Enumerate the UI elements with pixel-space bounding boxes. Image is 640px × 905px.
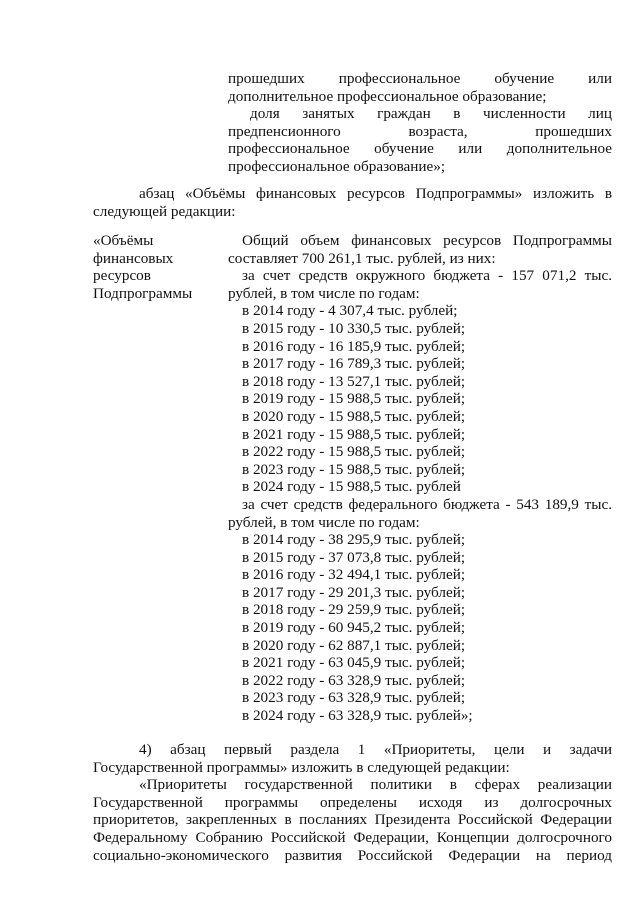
table-left-line: «Объёмы [93,232,154,249]
list-item: в 2022 году - 15 988,5 тыс. рублей; [242,443,466,461]
text-line: «Приоритеты государственной политики в сферах реализации [139,776,612,794]
list-item: в 2016 году - 32 494,1 тыс. рублей; [242,566,466,584]
list-item: в 2019 году - 15 988,5 тыс. рублей; [242,390,466,408]
list-item: в 2019 году - 60 945,2 тыс. рублей; [242,619,466,637]
text-line: профессиональное образование»; [228,157,446,175]
funding-intro-line: за счет средств окружного бюджета - 157 071,2 тыс. [242,267,612,285]
list-item: в 2014 году - 38 295,9 тыс. рублей; [242,531,466,549]
top-block [228,70,612,176]
text-line: Государственной программы» изложить в следующей редакции: [93,758,510,776]
okrug-years-list [228,302,612,496]
table-right-column [228,232,612,725]
text-line: приоритетов, закрепленных в посланиях Президента Российской Федерации [93,811,612,829]
text-line: Государственной программы определены исходя из долгосрочных [93,793,612,811]
abzac-paragraph [93,185,612,220]
text-line: предпенсионного возраста, прошедших [228,122,612,140]
text-line: социально-экономического развития Российской Федерации на период [93,846,612,864]
text-line: следующей редакции: [93,202,236,220]
table-left-line: ресурсов [93,267,151,285]
federal-intro-line: за счет средств федерального бюджета - 543 189,9 тыс. [242,495,612,513]
list-item: в 2023 году - 15 988,5 тыс. рублей; [242,460,466,478]
table-left-line: Подпрограммы [93,284,193,302]
table-left-line: финансовых [93,249,174,267]
section-4-paragraph [93,741,612,864]
text-line: прошедших профессиональное обучение или [228,70,612,87]
table-left-column [93,232,223,302]
list-item: в 2024 году - 15 988,5 тыс. рублей [242,478,461,496]
federal-intro-line: рублей, в том числе по годам: [228,513,420,531]
list-item: в 2017 году - 29 201,3 тыс. рублей; [242,583,466,601]
text-line: доля занятых граждан в численности лиц [250,105,612,123]
list-item: в 2015 году - 10 330,5 тыс. рублей; [242,319,466,337]
text-line: профессиональное обучение или дополнительное [228,140,612,158]
list-item: в 2017 году - 16 789,3 тыс. рублей; [242,355,466,373]
list-item: в 2021 году - 15 988,5 тыс. рублей; [242,425,466,443]
list-item: в 2014 году - 4 307,4 тыс. рублей; [242,302,458,320]
list-item: в 2018 году - 29 259,9 тыс. рублей; [242,601,466,619]
funding-intro-line: Общий объем финансовых ресурсов Подпрограммы [242,232,612,249]
list-item: в 2018 году - 13 527,1 тыс. рублей; [242,372,466,390]
list-item: в 2015 году - 37 073,8 тыс. рублей; [242,548,466,566]
text-line: абзац «Объёмы финансовых ресурсов Подпрограммы» изложить в [139,185,612,202]
list-item: в 2024 году - 63 328,9 тыс. рублей»; [242,707,473,725]
list-item: в 2016 году - 16 185,9 тыс. рублей; [242,337,466,355]
funding-intro-line: рублей, в том числе по годам: [228,284,420,302]
list-item: в 2020 году - 15 988,5 тыс. рублей; [242,407,466,425]
funding-intro-line: составляет 700 261,1 тыс. рублей, из них: [228,249,496,267]
text-line: 4) абзац первый раздела 1 «Приоритеты, цели и задачи [139,741,612,758]
list-item: в 2022 году - 63 328,9 тыс. рублей; [242,671,466,689]
list-item: в 2023 году - 63 328,9 тыс. рублей; [242,689,466,707]
federal-years-list [228,531,612,725]
text-line: дополнительное профессиональное образование; [228,87,547,105]
text-line: Федеральному Собранию Российской Федерации, Концепции долгосрочного [93,828,612,846]
list-item: в 2020 году - 62 887,1 тыс. рублей; [242,636,466,654]
list-item: в 2021 году - 63 045,9 тыс. рублей; [242,654,466,672]
